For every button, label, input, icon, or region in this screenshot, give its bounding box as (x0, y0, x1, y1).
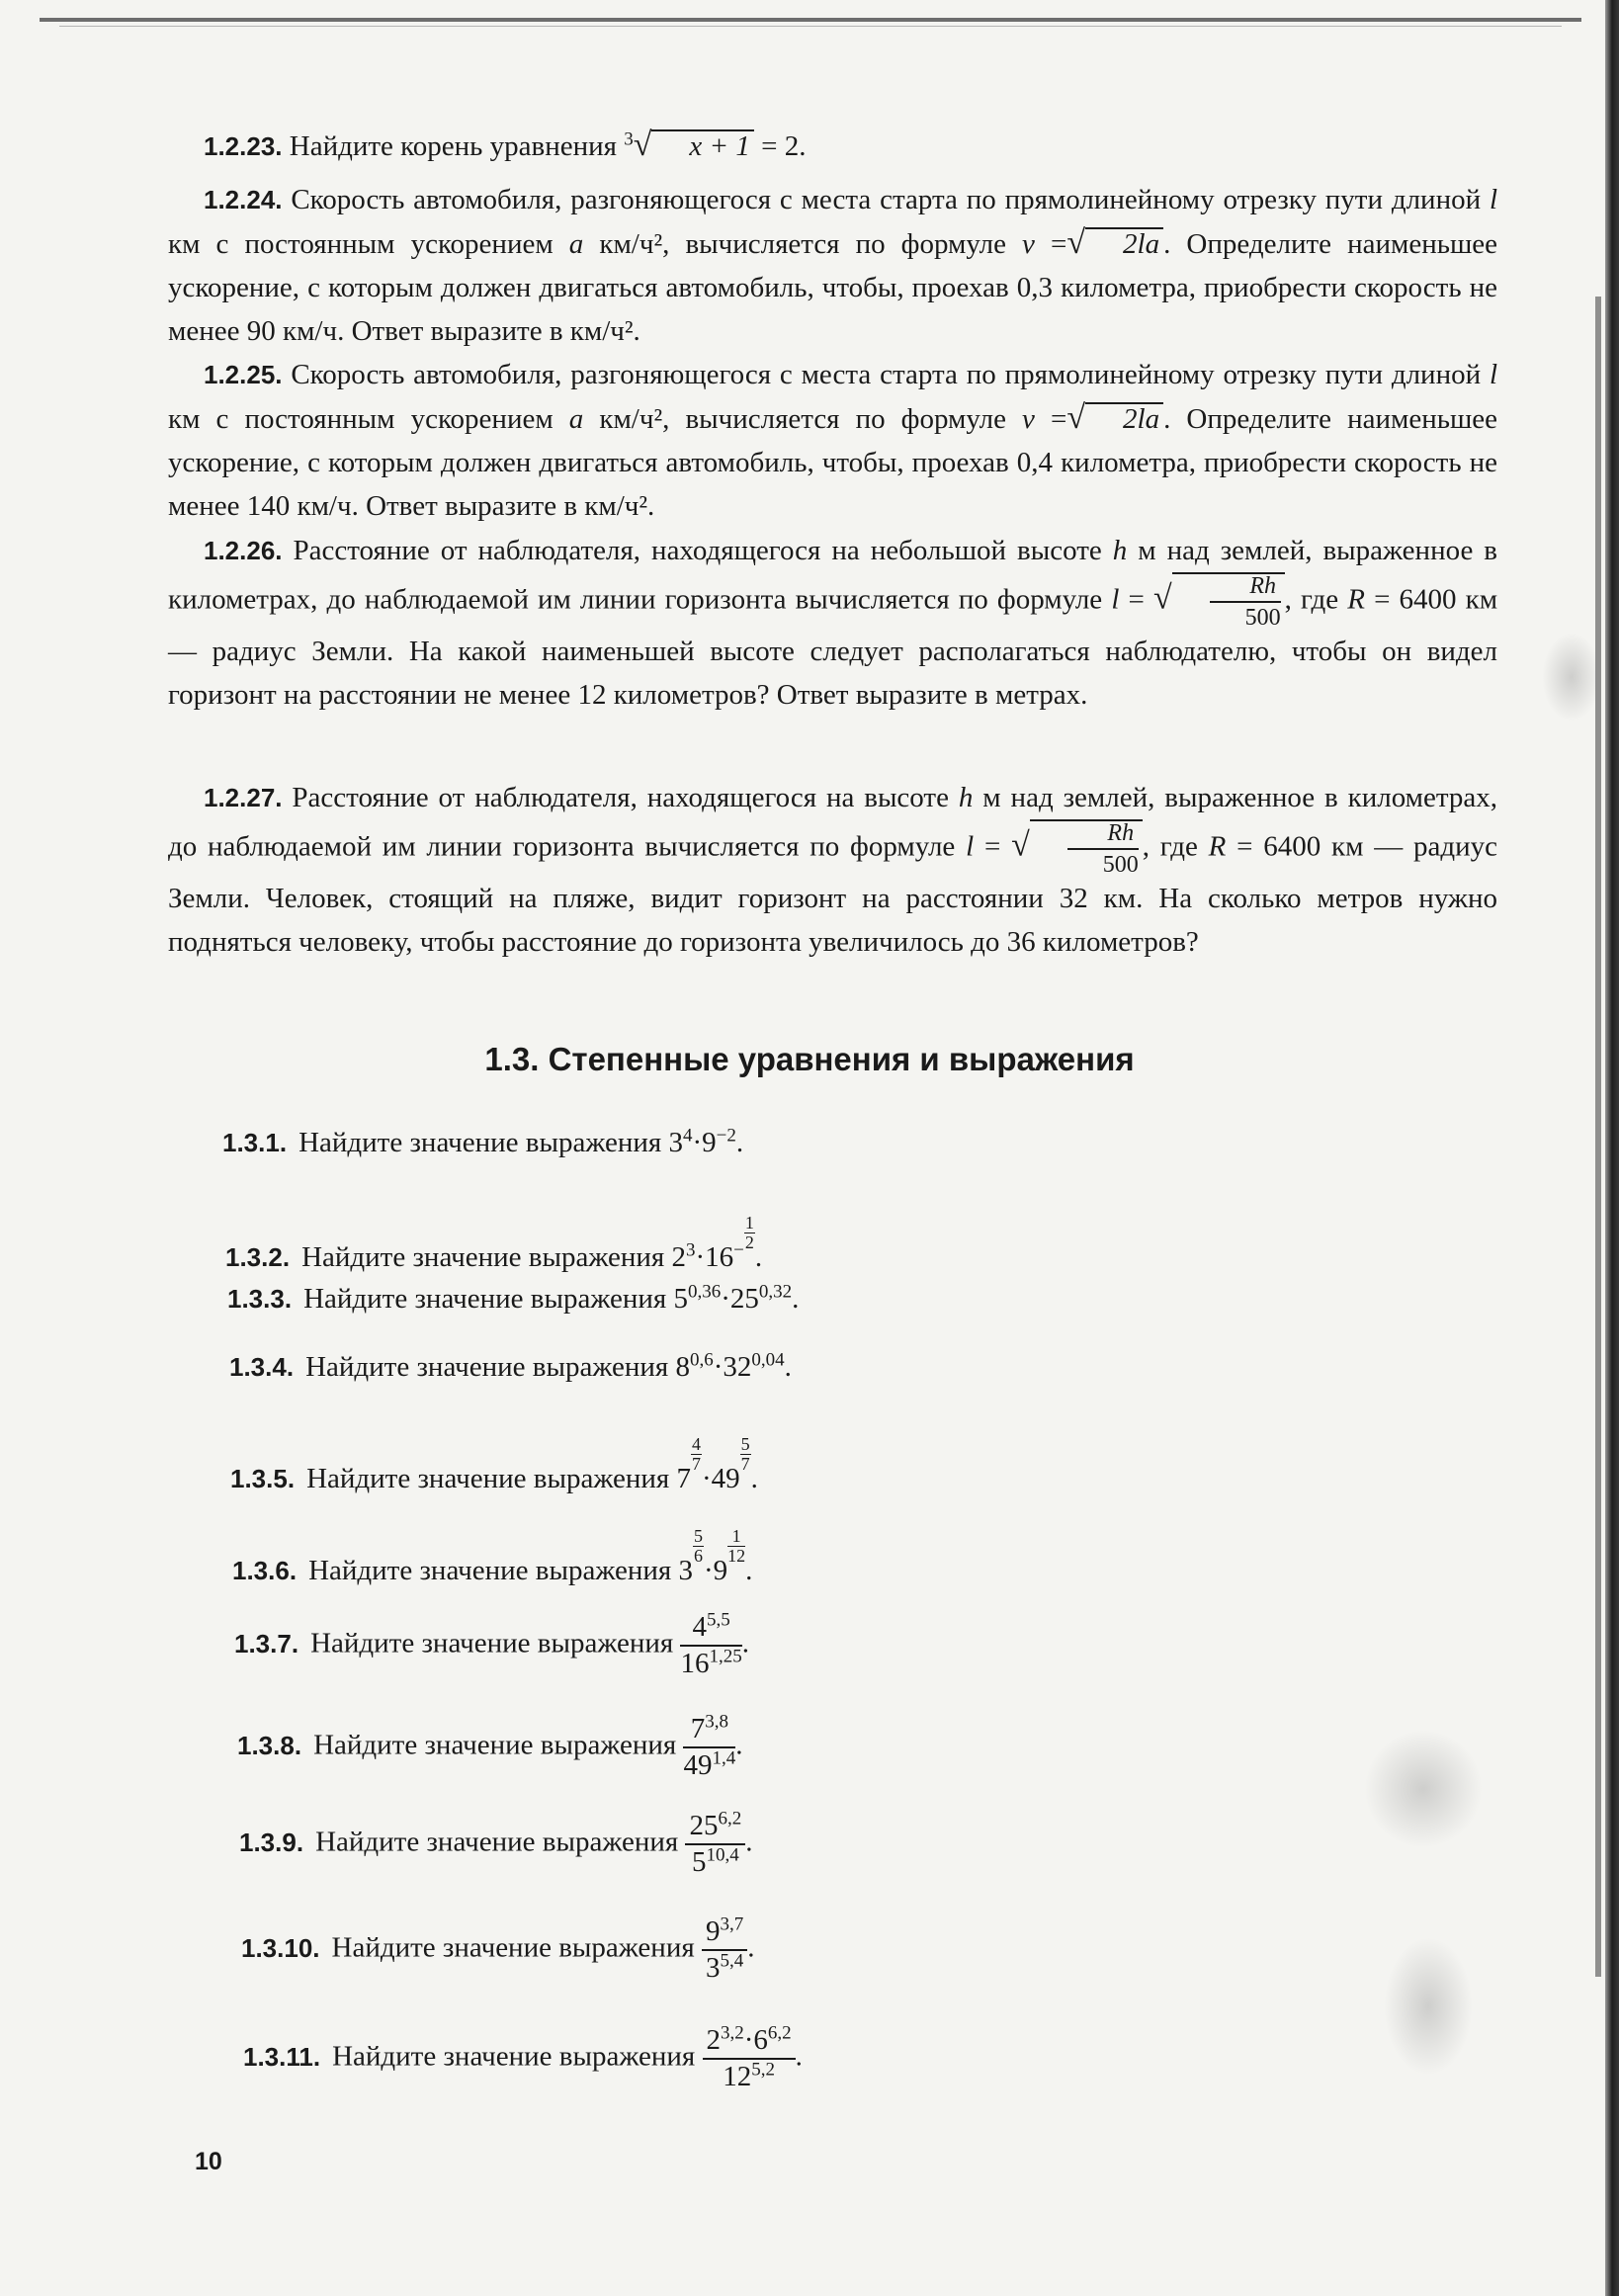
problem-text-3: км/ч², вычисляется по формуле (599, 228, 1006, 260)
exponent: 3,2 (721, 2022, 744, 2044)
equals: = (1050, 228, 1067, 260)
fraction-denominator (683, 1748, 735, 1780)
problem-number: 1.2.24. (204, 185, 283, 214)
problem-1-2-24 (168, 178, 1497, 353)
exercise-prompt: Найдите значение выражения (310, 1627, 674, 1659)
exponent-numerator: 5 (693, 1526, 703, 1546)
exercise-1-3-2 (225, 1214, 762, 1274)
exponent: 5,2 (751, 2059, 775, 2081)
period: . (795, 2040, 803, 2073)
fraction (1210, 574, 1281, 630)
base: 25 (689, 1810, 719, 1841)
exercise-1-3-6 (232, 1527, 752, 1587)
times: · (701, 1463, 712, 1494)
exponent: 6,2 (767, 2022, 792, 2044)
root-index: 3 (624, 128, 634, 150)
exercise-prompt: Найдите значение выражения (301, 1241, 665, 1273)
exponent-denominator: 7 (740, 1454, 750, 1474)
scan-noise (1384, 1937, 1473, 2076)
top-rule (40, 18, 1581, 22)
problem-text-4: . Определите наименьшее ускорение, с которым должен двигаться автомобиль, чтобы, проехав 0,4 километра, приобрести скорость не менее 140 км/ч. Ответ выразите в км/ч². (168, 403, 1498, 522)
root-sign: √ (1066, 399, 1086, 436)
problem-1-2-23 (168, 124, 1497, 168)
exponent-numerator: 1 (727, 1527, 745, 1547)
fraction-numerator (685, 1808, 745, 1845)
base: 7 (676, 1463, 691, 1494)
base: 2 (671, 1241, 686, 1273)
problem-text-3: , где (1284, 583, 1339, 616)
problem-text-3: , где (1142, 830, 1198, 863)
times: · (703, 1555, 714, 1586)
problem-text-3: км/ч², вычисляется по формуле (599, 403, 1006, 435)
problem-number: 1.2.27. (204, 783, 283, 812)
problem-text-2: км с постоянным ускорением (168, 228, 554, 260)
exponent: 3,7 (720, 1913, 744, 1935)
base: 3 (705, 1952, 721, 1984)
problem-text-1: Расстояние от наблюдателя, находящегося на небольшой высоте (293, 535, 1102, 566)
period: . (750, 1463, 758, 1494)
problem-text-2: м над землей, выраженное в километрах, до наблюдаемой им линии горизонта вычисляется по формуле (168, 782, 1498, 863)
exponent: 10,4 (706, 1844, 739, 1866)
base: 12 (723, 2061, 752, 2092)
exponent-numerator: 5 (740, 1434, 750, 1454)
fraction-denominator (702, 1951, 747, 1983)
radicand (1172, 572, 1285, 630)
exponent: 5,4 (720, 1950, 744, 1972)
period: . (754, 1241, 763, 1273)
problem-1-2-27 (168, 776, 1497, 964)
base: 9 (713, 1555, 728, 1586)
problem-1-2-26 (168, 529, 1497, 717)
var-a: a (568, 228, 584, 260)
exponent-sign: − (733, 1239, 744, 1261)
period: . (735, 1729, 743, 1761)
exponent: 3 (685, 1239, 696, 1261)
fraction-denominator (703, 2060, 796, 2091)
exponent: 3,8 (705, 1711, 728, 1733)
exercise-1-3-5 (230, 1435, 758, 1495)
top-rule-thin (59, 26, 1562, 27)
period: . (745, 1555, 753, 1586)
fraction (683, 1711, 736, 1781)
problem-text-1: Расстояние от наблюдателя, находящегося на высоте (292, 782, 949, 813)
page-number: 10 (195, 2148, 222, 2175)
fraction (680, 1609, 742, 1679)
base: 32 (723, 1351, 752, 1383)
exercise-number: 1.3.11. (243, 2041, 321, 2072)
var-l: l (966, 830, 975, 863)
exercise-number: 1.3.2. (225, 1242, 291, 1272)
var-a: a (568, 403, 584, 435)
base: 4 (692, 1611, 707, 1643)
fraction (1067, 821, 1139, 877)
exponent: 4 (682, 1125, 693, 1147)
var-R: R (1208, 830, 1227, 863)
problem-text-4: . Определите наименьшее ускорение, с которым должен двигаться автомобиль, чтобы, проехав 0,3 километра, приобрести скорость не менее 90 км/ч. Ответ выразите в км/ч². (168, 228, 1498, 347)
times: · (692, 1127, 703, 1158)
exercise-prompt: Найдите значение выражения (313, 1729, 677, 1761)
exercise-prompt: Найдите значение выражения (315, 1826, 679, 1858)
scan-noise (1542, 633, 1601, 722)
exercise-1-3-4 (229, 1351, 792, 1384)
radicand: x + 1 (651, 129, 753, 161)
base: 7 (690, 1713, 706, 1744)
times: · (695, 1241, 706, 1273)
period: . (747, 1931, 755, 1964)
problem-text: Найдите корень уравнения (289, 130, 617, 162)
root-sign: √ (633, 127, 652, 163)
problem-1-2-25 (168, 353, 1497, 528)
var-l: l (1489, 359, 1497, 390)
fraction-denominator: 500 (1102, 852, 1139, 878)
base: 16 (705, 1241, 734, 1273)
base: 16 (680, 1648, 710, 1679)
problem-number: 1.2.23. (204, 131, 283, 161)
exercise-number: 1.3.4. (229, 1352, 295, 1382)
period: . (735, 1127, 744, 1158)
scan-edge (1605, 0, 1619, 2296)
period: . (784, 1351, 792, 1383)
equation-rhs: = 2. (761, 130, 807, 162)
equals: = (983, 830, 1001, 863)
base: 6 (753, 2024, 768, 2056)
exponent-numerator: 4 (691, 1434, 701, 1454)
exercise-number: 1.3.1. (222, 1128, 288, 1157)
base: 8 (675, 1351, 690, 1383)
var-v: v (1022, 228, 1035, 260)
base: 5 (691, 1846, 707, 1878)
fraction-denominator (680, 1647, 741, 1678)
problem-number: 1.2.25. (204, 360, 283, 389)
equals: = (1128, 583, 1145, 616)
exercise-number: 1.3.7. (234, 1628, 299, 1658)
scan-edge-shadow (1595, 297, 1601, 1977)
fraction-exponent (740, 1435, 751, 1473)
fraction (702, 1913, 747, 1984)
base: 3 (678, 1555, 693, 1586)
exercise-1-3-10 (241, 1913, 755, 1984)
exercise-prompt: Найдите значение выражения (331, 1931, 695, 1964)
exponent: 0,32 (758, 1281, 793, 1303)
fraction-numerator: Rh (1210, 574, 1281, 603)
root-sign: √ (1011, 826, 1030, 864)
exercise-1-3-7 (234, 1609, 749, 1679)
exponent: 0,36 (687, 1281, 722, 1303)
times: · (721, 1283, 730, 1315)
problem-text-2: км с постоянным ускорением (168, 403, 554, 435)
problem-text-4: = 6400 км — радиус Земли. Человек, стоящий на пляже, видит горизонт на расстоянии 32 км. На сколько метров нужно подняться человеку, чтобы расстояние до горизонта увеличилось до 36 километров? (168, 830, 1498, 958)
problem-number: 1.2.26. (204, 536, 283, 565)
exercise-1-3-8 (237, 1711, 743, 1781)
exercise-number: 1.3.10. (241, 1932, 320, 1963)
fraction-denominator (685, 1845, 745, 1877)
times: · (743, 2024, 754, 2056)
problem-text-4: = 6400 км — радиус Земли. На какой наименьшей высоте следует располагаться наблюдателю, чтобы он видел горизонт на расстоянии не менее 12 километров? Ответ выразите в метрах. (168, 583, 1498, 711)
exponent: −2 (716, 1125, 736, 1147)
fraction-exponent (691, 1435, 702, 1473)
problem-text-1: Скорость автомобиля, разгоняющегося с места старта по прямолинейному отрезку пути длиной (291, 184, 1482, 215)
section-title: 1.3. Степенные уравнения и выражения (484, 1041, 1135, 1077)
exercise-prompt: Найдите значение выражения (305, 1351, 669, 1383)
fraction-exponent (744, 1214, 755, 1251)
exponent: 0,04 (751, 1349, 785, 1371)
var-h: h (958, 782, 974, 813)
fraction-denominator: 500 (1244, 605, 1281, 631)
exponent-numerator: 1 (744, 1213, 754, 1233)
exponent: 5,5 (706, 1609, 730, 1631)
base: 2 (706, 2024, 721, 2056)
fraction-exponent (693, 1527, 704, 1565)
exercise-number: 1.3.9. (239, 1827, 304, 1857)
exercise-1-3-9 (239, 1808, 753, 1878)
exercise-number: 1.3.3. (227, 1284, 293, 1314)
times: · (713, 1351, 724, 1383)
exponent-denominator: 7 (691, 1454, 701, 1474)
exponent: 1,25 (709, 1646, 742, 1667)
exponent-denominator: 6 (693, 1546, 703, 1566)
exercise-number: 1.3.5. (230, 1464, 296, 1493)
base: 9 (702, 1127, 717, 1158)
exponent: 1,4 (712, 1747, 736, 1769)
problem-text-2: м над землей, выраженное в километрах, до наблюдаемой им линии горизонта вычисляется по формуле (168, 535, 1497, 616)
fraction-exponent (727, 1527, 745, 1565)
exercise-1-3-3 (227, 1283, 799, 1316)
exponent-denominator: 12 (727, 1546, 746, 1566)
exponent-denominator: 2 (744, 1233, 754, 1252)
problem-text-1: Скорость автомобиля, разгоняющегося с места старта по прямолинейному отрезку пути длиной (291, 359, 1482, 390)
period: . (792, 1283, 800, 1315)
root-sign: √ (1066, 224, 1086, 261)
period: . (745, 1826, 753, 1858)
equals: = (1050, 403, 1067, 435)
fraction-numerator (683, 1711, 735, 1748)
exponent: 0,6 (689, 1349, 714, 1371)
fraction-numerator (703, 2022, 796, 2060)
var-v: v (1022, 403, 1035, 435)
var-R: R (1347, 583, 1365, 616)
exercise-prompt: Найдите значение выражения (332, 2040, 696, 2073)
exponent: 6,2 (718, 1808, 742, 1829)
fraction (703, 2022, 796, 2092)
base: 25 (729, 1283, 759, 1315)
exercise-number: 1.3.8. (237, 1730, 302, 1760)
base: 9 (705, 1915, 721, 1947)
exercise-prompt: Найдите значение выражения (308, 1555, 672, 1586)
exercise-1-3-1 (222, 1127, 743, 1159)
base: 5 (673, 1283, 688, 1315)
fraction-numerator (680, 1609, 741, 1647)
root-sign: √ (1152, 579, 1172, 617)
exercise-prompt: Найдите значение выражения (303, 1283, 667, 1315)
exercise-prompt: Найдите значение выражения (306, 1463, 670, 1494)
fraction (685, 1808, 745, 1878)
radicand: 2la (1085, 227, 1163, 259)
exercise-prompt: Найдите значение выражения (298, 1127, 662, 1158)
fraction-numerator (702, 1913, 747, 1951)
var-l: l (1489, 184, 1497, 215)
base: 3 (668, 1127, 683, 1158)
scan-noise (1364, 1730, 1483, 1848)
period: . (741, 1627, 749, 1659)
radicand: 2la (1085, 402, 1163, 434)
var-l: l (1111, 583, 1120, 616)
base: 49 (683, 1749, 713, 1781)
radicand (1030, 819, 1143, 877)
fraction-numerator: Rh (1067, 821, 1139, 850)
exercise-number: 1.3.6. (232, 1556, 298, 1585)
base: 49 (711, 1463, 740, 1494)
exercise-1-3-11 (243, 2022, 803, 2092)
var-h: h (1112, 535, 1128, 566)
